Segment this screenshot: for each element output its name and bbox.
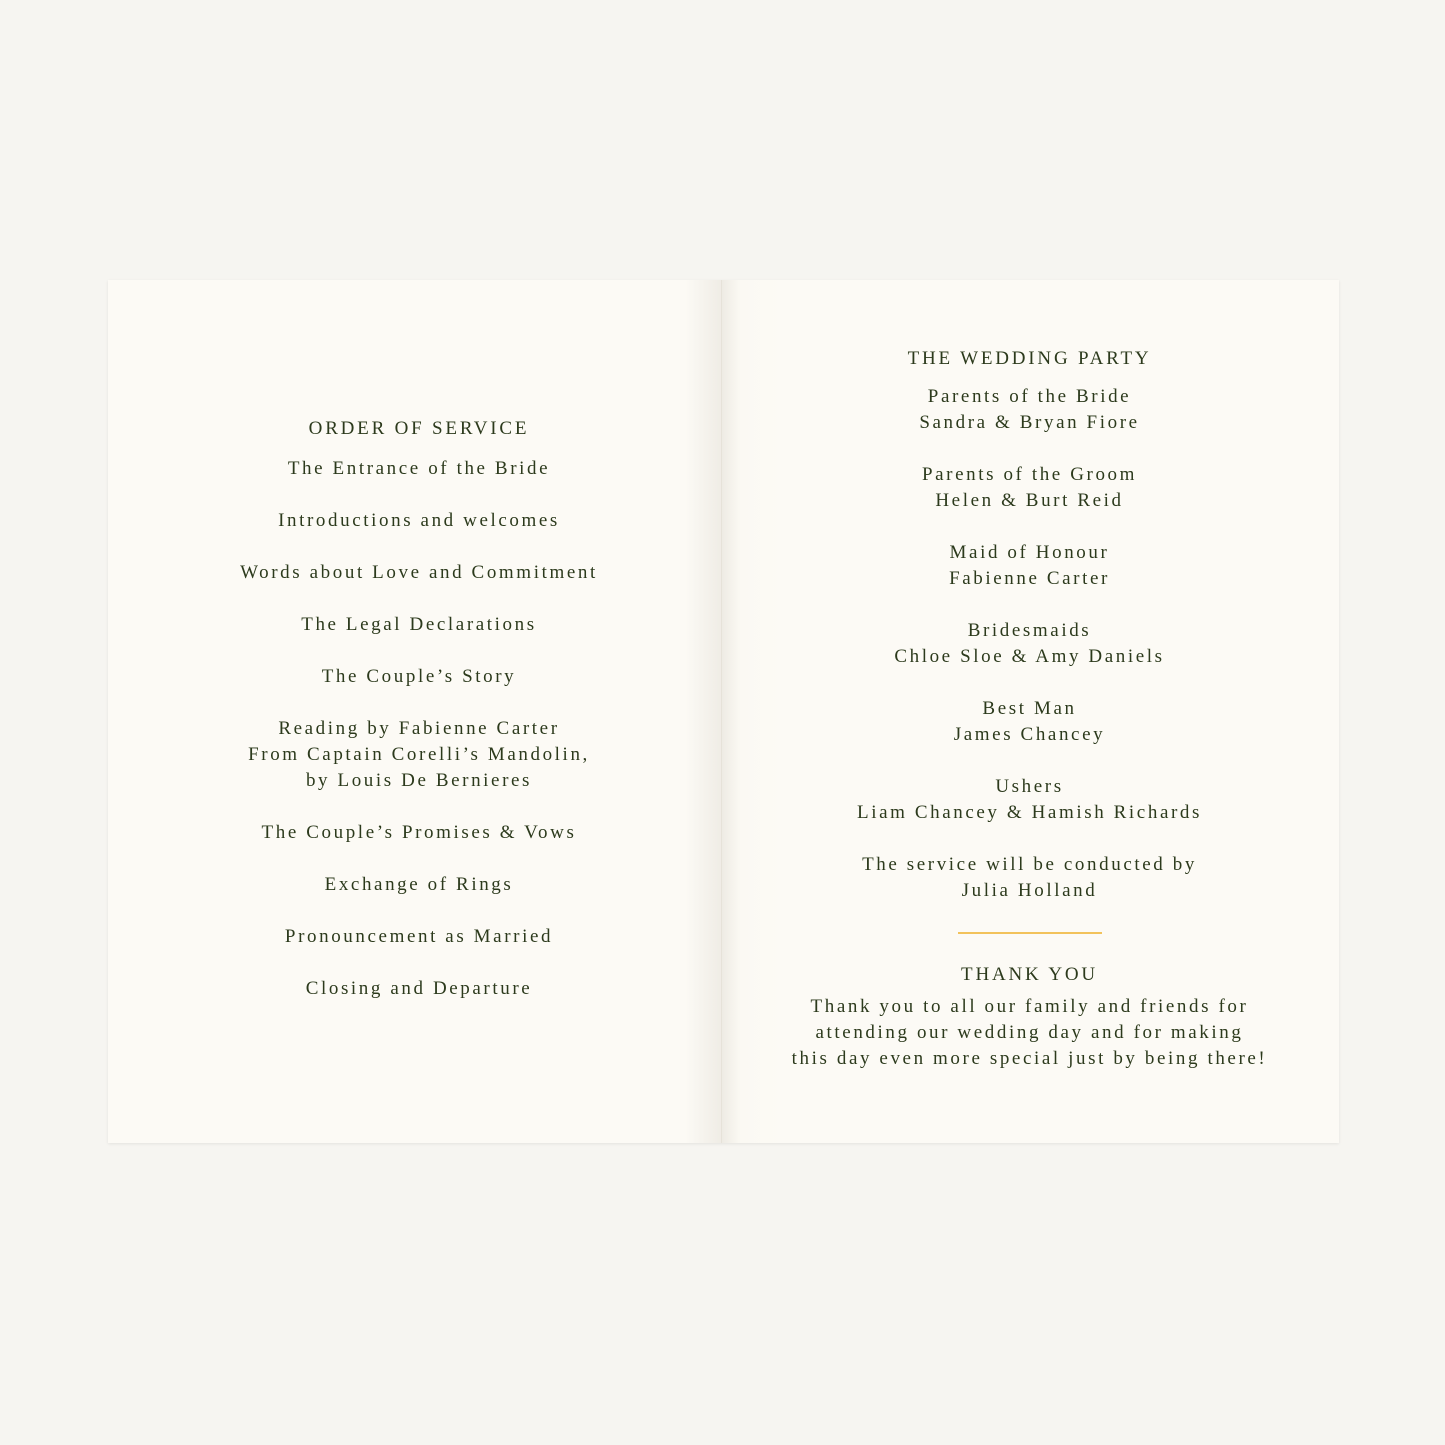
service-item: [116, 612, 722, 638]
right-page: [722, 280, 1339, 1143]
party-entry: [722, 696, 1337, 748]
service-item-line: Exchange of Rings: [324, 874, 514, 895]
service-item: [116, 872, 722, 898]
service-item-line: The Couple’s Story: [321, 666, 517, 687]
service-item: [116, 924, 722, 950]
program-booklet: [108, 280, 1339, 1143]
wedding-party-column: [722, 346, 1339, 1072]
thank-you-line: Thank you to all our family and friends for: [810, 996, 1249, 1017]
service-item: [116, 976, 722, 1002]
party-name: James Chancey: [953, 724, 1106, 745]
party-name: Julia Holland: [961, 880, 1098, 901]
service-item: [116, 560, 722, 586]
gold-divider: [958, 932, 1102, 934]
party-name: Sandra & Bryan Fiore: [919, 412, 1140, 433]
service-item: [116, 664, 722, 690]
service-item-line: The Couple’s Promises & Vows: [261, 822, 577, 843]
party-entry: [722, 540, 1337, 592]
party-entry: [722, 462, 1337, 514]
party-entry: [722, 774, 1337, 826]
service-item-line: Closing and Departure: [305, 978, 533, 999]
party-role: Bridesmaids: [967, 620, 1092, 641]
thank-you-message: [722, 994, 1337, 1072]
service-item: [116, 456, 722, 482]
order-of-service-heading: ORDER OF SERVICE: [308, 418, 530, 439]
party-role: Maid of Honour: [949, 542, 1110, 563]
order-of-service-column: [108, 416, 722, 1028]
officiant-entry: [722, 852, 1337, 904]
service-item-line: From Captain Corelli’s Mandolin,: [248, 744, 590, 765]
party-role: The service will be conducted by: [862, 854, 1197, 875]
service-item-line: Words about Love and Commitment: [240, 562, 598, 583]
service-item-reading: [116, 716, 722, 794]
party-entry: [722, 618, 1337, 670]
thank-you-line: this day even more special just by being there!: [791, 1048, 1268, 1069]
party-role: Parents of the Bride: [927, 386, 1132, 407]
service-item: [116, 508, 722, 534]
wedding-party-heading: THE WEDDING PARTY: [907, 348, 1152, 369]
party-name: Fabienne Carter: [949, 568, 1110, 589]
party-entry: [722, 384, 1337, 436]
service-item-line: The Entrance of the Bride: [287, 458, 551, 479]
party-role: Best Man: [982, 698, 1077, 719]
left-page: [108, 280, 722, 1143]
service-item-line: The Legal Declarations: [301, 614, 537, 635]
party-role: Parents of the Groom: [921, 464, 1138, 485]
service-item-line: by Louis De Bernieres: [305, 770, 533, 791]
party-name: Helen & Burt Reid: [935, 490, 1124, 511]
thank-you-line: attending our wedding day and for making: [815, 1022, 1244, 1043]
thank-you-heading: THANK YOU: [961, 964, 1098, 985]
service-item-line: Reading by Fabienne Carter: [278, 718, 560, 739]
party-role: Ushers: [995, 776, 1064, 797]
party-name: Chloe Sloe & Amy Daniels: [894, 646, 1165, 667]
service-item: [116, 820, 722, 846]
service-item-line: Pronouncement as Married: [284, 926, 554, 947]
service-item-line: Introductions and welcomes: [278, 510, 560, 531]
party-name: Liam Chancey & Hamish Richards: [857, 802, 1202, 823]
